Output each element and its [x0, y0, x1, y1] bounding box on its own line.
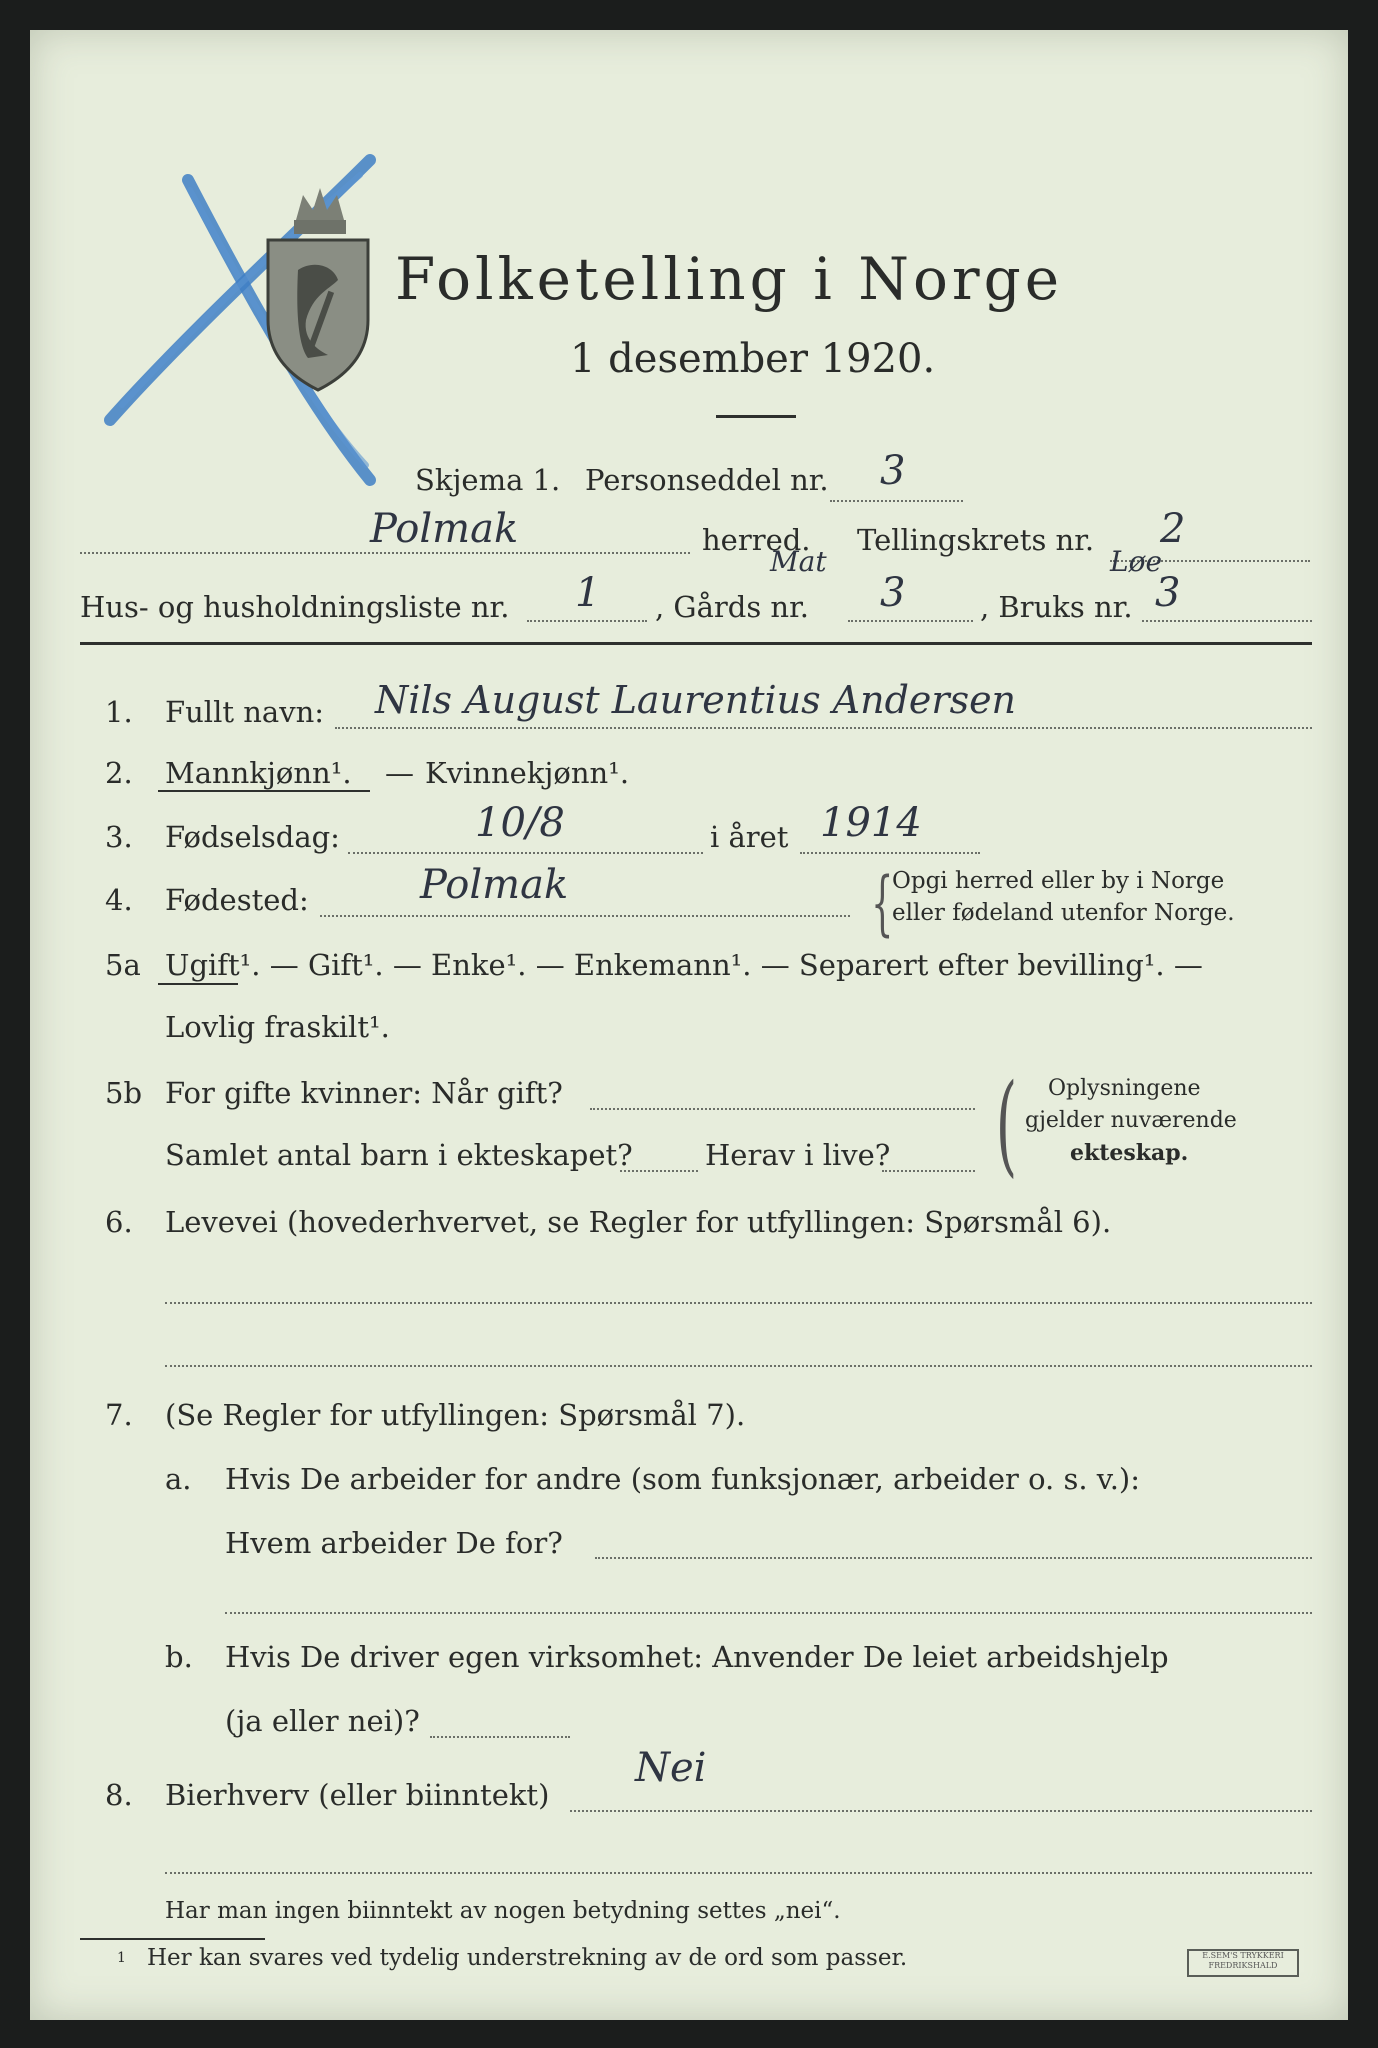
q7a-letter: a.: [165, 1462, 192, 1496]
side-income-value[interactable]: Nei: [635, 1745, 707, 1791]
birth-year-field-line: [800, 852, 980, 854]
birth-year-value[interactable]: 1914: [820, 800, 922, 846]
bruks-label: , Bruks nr.: [980, 590, 1133, 624]
occupation-field-line-1: [165, 1302, 1312, 1304]
census-form: [30, 30, 1348, 2020]
birthplace-value[interactable]: Polmak: [420, 862, 569, 908]
sex-option-female[interactable]: Kvinnekjønn¹.: [425, 756, 630, 790]
ugift-underline-mark: [158, 983, 238, 985]
married-when-label: For gifte kvinner: Når gift?: [165, 1076, 563, 1110]
birthplace-note-brace: {: [871, 862, 894, 944]
employer-field-line: [595, 1557, 1312, 1559]
marital-status-options[interactable]: Ugift¹. — Gift¹. — Enke¹. — Enkemann¹. — Separert efter bevilling¹. —: [165, 948, 1203, 982]
side-income-field-line-2: [165, 1872, 1312, 1874]
birthplace-field-line: [320, 915, 850, 917]
sex-option-male[interactable]: Mannkjønn¹.: [165, 756, 352, 790]
hired-help-label: (ja eller nei)?: [225, 1704, 420, 1738]
year-label: i året: [710, 820, 789, 854]
footnote-text: Her kan svares ved tydelig understrekning av de ord som passer.: [147, 1945, 908, 1971]
birthplace-note-line1: Opgi herred eller by i Norge: [892, 868, 1225, 894]
hired-help-field-line: [430, 1736, 570, 1738]
q5a-number: 5a: [105, 948, 141, 982]
q7-number: 7.: [105, 1398, 133, 1432]
personseddel-field-line: [830, 500, 963, 502]
gards-note: Mat: [770, 545, 827, 578]
birthplace-note-line2: eller fødeland utenfor Norge.: [892, 900, 1235, 926]
bruks-field-line: [1142, 620, 1312, 622]
q7-label: (Se Regler for utfyllingen: Spørsmål 7).: [165, 1398, 746, 1432]
q3-number: 3.: [105, 820, 133, 854]
full-name-value[interactable]: Nils August Laurentius Andersen: [375, 678, 1017, 722]
birthday-field-line: [348, 852, 703, 854]
footnote-marker: 1: [117, 1950, 126, 1966]
q6-number: 6.: [105, 1205, 133, 1239]
q4-number: 4.: [105, 883, 133, 917]
marriage-note-line2: gjelder nuværende: [1025, 1108, 1237, 1133]
personseddel-label: Personseddel nr.: [585, 463, 829, 497]
marriage-note-line3: ekteskap.: [1070, 1140, 1189, 1166]
printer-stamp: E.SEM'S TRYKKERI FREDRIKSHALD: [1187, 1949, 1299, 1977]
tellingskrets-value[interactable]: 2: [1160, 506, 1186, 552]
marital-status-options-cont[interactable]: Lovlig fraskilt¹.: [165, 1010, 390, 1044]
nei-instruction: Har man ingen biinntekt av nogen betydning settes „nei“.: [165, 1898, 841, 1924]
employer-label: Hvem arbeider De for?: [225, 1526, 563, 1560]
marriage-note-line1: Oplysningene: [1048, 1076, 1201, 1101]
q1-number: 1.: [105, 695, 133, 729]
full-name-field-line: [335, 727, 1312, 729]
q4-label: Fødested:: [165, 883, 309, 917]
side-income-field-line: [570, 1810, 1312, 1812]
gards-field-line: [848, 620, 973, 622]
gards-value[interactable]: 3: [880, 570, 906, 616]
occupation-field-line-2: [165, 1365, 1312, 1367]
q8-label: Bierhverv (eller biinntekt): [165, 1778, 550, 1812]
children-count-field-line: [620, 1170, 698, 1172]
household-list-field-line: [527, 620, 647, 622]
bruks-value[interactable]: 3: [1155, 570, 1181, 616]
herred-value[interactable]: Polmak: [370, 506, 519, 552]
q7b-letter: b.: [165, 1640, 193, 1674]
schema-label: Skjema 1.: [415, 463, 561, 497]
household-list-value[interactable]: 1: [575, 570, 601, 616]
household-list-label: Hus- og husholdningsliste nr.: [80, 590, 510, 624]
census-date: 1 desember 1920.: [570, 336, 936, 382]
q2-number: 2.: [105, 756, 133, 790]
married-when-field-line: [590, 1108, 975, 1110]
bruks-note: Løe: [1110, 545, 1163, 578]
q3-label: Fødselsdag:: [165, 820, 340, 854]
q7b-question: Hvis De driver egen virksomhet: Anvender De leiet arbeidshjelp: [225, 1640, 1169, 1674]
children-alive-label: Herav i live?: [705, 1138, 891, 1172]
children-count-label: Samlet antal barn i ekteskapet?: [165, 1138, 633, 1172]
header-divider: [80, 642, 1312, 645]
personseddel-value[interactable]: 3: [880, 448, 906, 494]
employer-field-line-2: [225, 1612, 1312, 1614]
q5b-number: 5b: [105, 1076, 143, 1110]
q1-label: Fullt navn:: [165, 695, 325, 729]
q6-label: Levevei (hovederhvervet, se Regler for utfyllingen: Spørsmål 6).: [165, 1205, 1112, 1239]
tellingskrets-label: Tellingskrets nr.: [857, 523, 1095, 557]
form-title: Folketelling i Norge: [395, 245, 1064, 313]
herred-label: herred.: [702, 523, 811, 557]
male-underline-mark: [158, 790, 370, 792]
q8-number: 8.: [105, 1778, 133, 1812]
q7a-question: Hvis De arbeider for andre (som funksjonær, arbeider o. s. v.):: [225, 1462, 1141, 1496]
norway-coat-of-arms-icon: [258, 180, 378, 395]
birthday-value[interactable]: 10/8: [475, 800, 565, 846]
footnote-divider: [80, 1938, 265, 1940]
herred-field-line: [80, 552, 690, 554]
marriage-note-brace: (: [995, 1060, 1018, 1188]
title-divider: [716, 415, 796, 418]
children-alive-field-line: [882, 1170, 975, 1172]
gards-label: , Gårds nr.: [655, 590, 809, 624]
sex-separator: —: [385, 756, 414, 790]
